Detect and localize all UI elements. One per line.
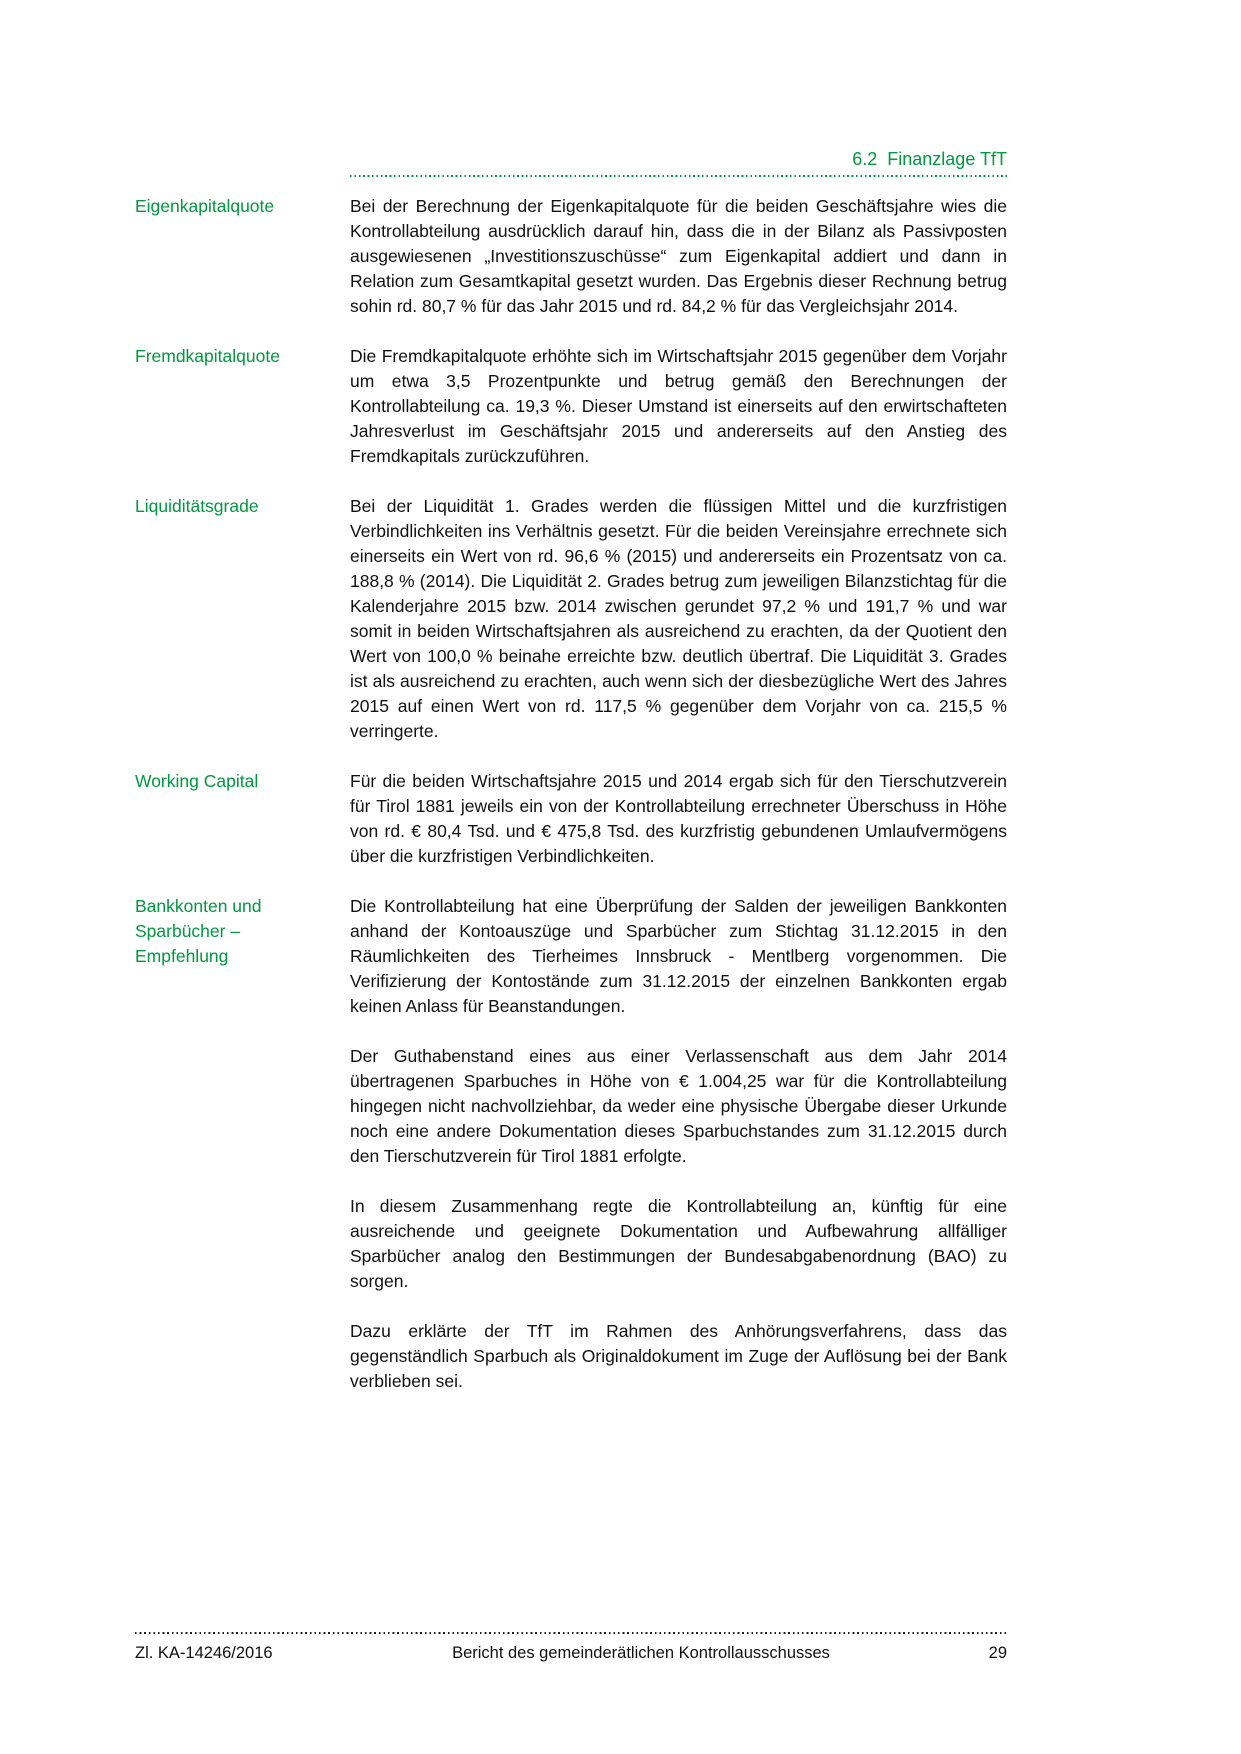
footer-row — [135, 1644, 1007, 1663]
section-liquiditaetsgrade — [135, 494, 1007, 769]
sections-container — [135, 194, 1007, 1419]
section-eigenkapitalquote — [135, 194, 1007, 344]
footer-page-number: 29 — [988, 1644, 1007, 1662]
page-header — [350, 148, 1007, 178]
paragraph: Für die beiden Wirtschaftsjahre 2015 und 2014 ergab sich für den Tierschutzverein für Tirol 1881 jeweils ein von der Kontrollabteilung errechneter Überschuss in Höhe von rd. € 80,4 Tsd. und € 475,8 Tsd. des kurzfristig gebundenen Umlaufvermögens über die kurzfristigen Verbindlichkeiten. — [350, 771, 1007, 866]
paragraph: Dazu erklärte der TfT im Rahmen des Anhörungsverfahrens, dass das gegenständlich Sparbuch als Originaldokument im Zuge der Auflösung bei der Bank verblieben sei. — [350, 1321, 1007, 1391]
paragraph: Die Fremdkapitalquote erhöhte sich im Wirtschaftsjahr 2015 gegenüber dem Vorjahr um etwa 3,5 Prozentpunkte und betrug gemäß den Berechnungen der Kontrollabteilung ca. 19,3 %. Dieser Umstand ist einerseits auf den erwirtschafteten Jahresverlust im Geschäftsjahr 2015 und andererseits auf den Anstieg des Fremdkapitals zurückzuführen. — [350, 346, 1007, 466]
section-body — [350, 769, 1007, 894]
section-bankkonten-sparbuecher — [135, 894, 1007, 1419]
margin-label-eigenkapitalquote: Eigenkapitalquote — [135, 196, 275, 216]
header-divider — [350, 175, 1007, 178]
footer-divider — [135, 1632, 1007, 1635]
section-working-capital — [135, 769, 1007, 894]
section-body — [350, 894, 1007, 1419]
paragraph: Der Guthabenstand eines aus einer Verlassenschaft aus dem Jahr 2014 übertragenen Sparbuches in Höhe von € 1.004,25 war für die Kontrollabteilung hingegen nicht nachvollziehbar, da weder eine physische Übergabe dieser Urkunde noch eine andere Dokumentation dieses Sparbuchstandes zum 31.12.2015 durch den Tierschutzverein für Tirol 1881 erfolgte. — [350, 1046, 1007, 1166]
section-fremdkapitalquote — [135, 344, 1007, 494]
page-content — [135, 148, 1007, 1419]
section-heading: 6.2 Finanzlage TfT — [852, 149, 1007, 169]
section-body — [350, 344, 1007, 494]
paragraph: Bei der Liquidität 1. Grades werden die flüssigen Mittel und die kurzfristigen Verbindlichkeiten ins Verhältnis gesetzt. Für die beiden Vereinsjahre errechnete sich einerseits ein Wert von rd. 96,6 % (2015) und andererseits ein Prozentsatz von ca. 188,8 % (2014). Die Liquidität 2. Grades betrug zum jeweiligen Bilanzstichtag für die Kalenderjahre 2015 bzw. 2014 zwischen gerundet 97,2 % und 191,7 % und war somit in beiden Wirtschaftsjahren als ausreichend zu erachten, da der Quotient den Wert von 100,0 % beinahe erreichte bzw. deutlich übertraf. Die Liquidität 3. Grades ist als ausreichend zu erachten, auch wenn sich der diesbezügliche Wert des Jahres 2015 auf einen Wert von rd. 117,5 % gegenüber dem Vorjahr von ca. 215,5 % verringerte. — [350, 496, 1007, 741]
margin-label-bankkonten-sparbuecher: Bankkonten und Sparbücher – Empfehlung — [135, 896, 262, 966]
section-body — [350, 194, 1007, 344]
paragraph: Die Kontrollabteilung hat eine Überprüfung der Salden der jeweiligen Bankkonten anhand der Kontoauszüge und Sparbücher zum Stichtag 31.12.2015 in den Räumlichkeiten des Tierheimes Innsbruck - Mentlberg vorgenommen. Die Verifizierung der Kontostände zum 31.12.2015 der einzelnen Bankkonten ergab keinen Anlass für Beanstandungen. — [350, 896, 1007, 1016]
page-footer — [135, 1632, 1007, 1663]
section-body — [350, 494, 1007, 769]
paragraph: Bei der Berechnung der Eigenkapitalquote für die beiden Geschäftsjahre wies die Kontrollabteilung ausdrücklich darauf hin, dass die in der Bilanz als Passivposten ausgewiesenen „Investitionszuschüsse“ zum Eigenkapital addiert und dann in Relation zum Gesamtkapital gesetzt wurden. Das Ergebnis dieser Rechnung betrug sohin rd. 80,7 % für das Jahr 2015 und rd. 84,2 % für das Vergleichsjahr 2014. — [350, 196, 1007, 316]
footer-report-title: Bericht des gemeinderätlichen Kontrollausschusses — [452, 1644, 830, 1662]
margin-label-working-capital: Working Capital — [135, 771, 259, 791]
footer-reference: Zl. KA-14246/2016 — [135, 1644, 273, 1662]
margin-label-liquiditaetsgrade: Liquiditätsgrade — [135, 496, 259, 516]
margin-label-fremdkapitalquote: Fremdkapitalquote — [135, 346, 280, 366]
paragraph: In diesem Zusammenhang regte die Kontrollabteilung an, künftig für eine ausreichende und geeignete Dokumentation und Aufbewahrung allfälliger Sparbücher analog den Bestimmungen der Bundesabgabenordnung (BAO) zu sorgen. — [350, 1196, 1007, 1291]
